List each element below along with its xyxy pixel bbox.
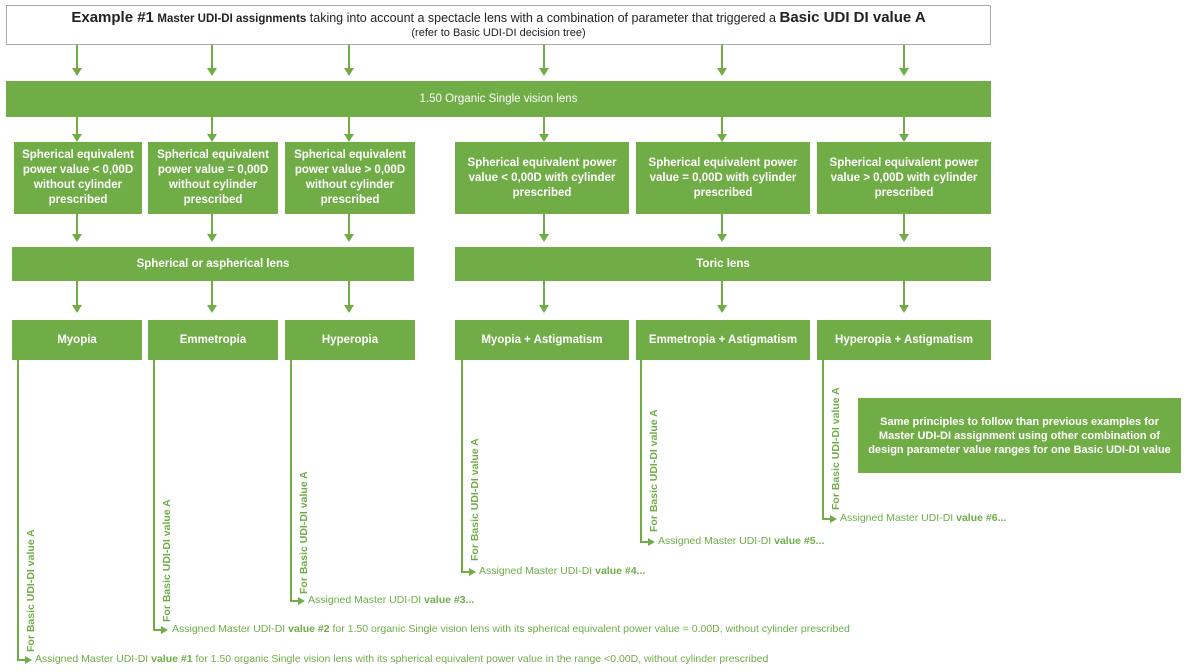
lens-type-label: 1.50 Organic Single vision lens [419, 93, 578, 105]
vertical-label-6: For Basic UDI-DI value A [830, 387, 842, 510]
toric-lens-bar [455, 247, 991, 281]
title-reference: (refer to Basic UDI-DI decision tree) [411, 27, 586, 39]
spherical-lens-label: Spherical or aspherical lens [136, 258, 290, 270]
assignment-5: Assigned Master UDI-DI value #5... [658, 535, 825, 547]
lens-type-bar [6, 81, 991, 117]
condition-box-6: Spherical equivalent power value > 0,00D with cylinder prescribed [817, 142, 991, 214]
outcome-emmetropia-astigmatism: Emmetropia + Astigmatism [636, 320, 810, 360]
outcome-myopia: Myopia [12, 320, 142, 360]
condition-box-2: Spherical equivalent power value = 0,00D without cylinder prescribed [148, 142, 278, 214]
vertical-label-1: For Basic UDI-DI value A [25, 529, 37, 652]
title-description: taking into account a spectacle lens with a combination of parameter that triggered a [306, 11, 780, 25]
vertical-label-5: For Basic UDI-DI value A [648, 409, 660, 532]
assignment-1: Assigned Master UDI-DI value #1 for 1.50 organic Single vision lens with its spherical equivalent power value in the range <0.00D, without cylinder prescribed [35, 653, 769, 665]
outcome-emmetropia: Emmetropia [148, 320, 278, 360]
diagram-title [6, 5, 991, 45]
toric-lens-label: Toric lens [696, 258, 750, 270]
outcome-myopia-astigmatism: Myopia + Astigmatism [455, 320, 629, 360]
outcome-hyperopia-astigmatism: Hyperopia + Astigmatism [817, 320, 991, 360]
note-box [858, 398, 1181, 473]
condition-box-1: Spherical equivalent power value < 0,00D without cylinder prescribed [14, 142, 142, 214]
assignment-2: Assigned Master UDI-DI value #2 for 1.50 organic Single vision lens with its spherical equivalent power value = 0.00D, without cylinder prescribed [172, 623, 850, 635]
assignment-4: Assigned Master UDI-DI value #4... [479, 565, 646, 577]
note-text: Same principles to follow than previous examples for Master UDI-DI assignment using other combination of design parameter value ranges for one Basic UDI-DI value [868, 415, 1171, 456]
assignment-3: Assigned Master UDI-DI value #3... [308, 594, 475, 606]
title-line-1 [7, 10, 990, 27]
vertical-label-4: For Basic UDI-DI value A [469, 438, 481, 561]
condition-box-5: Spherical equivalent power value = 0,00D with cylinder prescribed [636, 142, 810, 214]
vertical-label-2: For Basic UDI-DI value A [161, 499, 173, 622]
title-subject: Master UDI-DI assignments [157, 13, 307, 25]
spherical-lens-bar [12, 247, 414, 281]
condition-box-3: Spherical equivalent power value > 0,00D without cylinder prescribed [285, 142, 415, 214]
vertical-label-3: For Basic UDI-DI value A [298, 471, 310, 594]
outcome-hyperopia: Hyperopia [285, 320, 415, 360]
condition-box-4: Spherical equivalent power value < 0,00D with cylinder prescribed [455, 142, 629, 214]
title-example-number: Example #1 [71, 9, 154, 26]
assignment-6: Assigned Master UDI-DI value #6... [840, 512, 1007, 524]
title-basic-udi-value: Basic UDI DI value A [779, 9, 926, 26]
